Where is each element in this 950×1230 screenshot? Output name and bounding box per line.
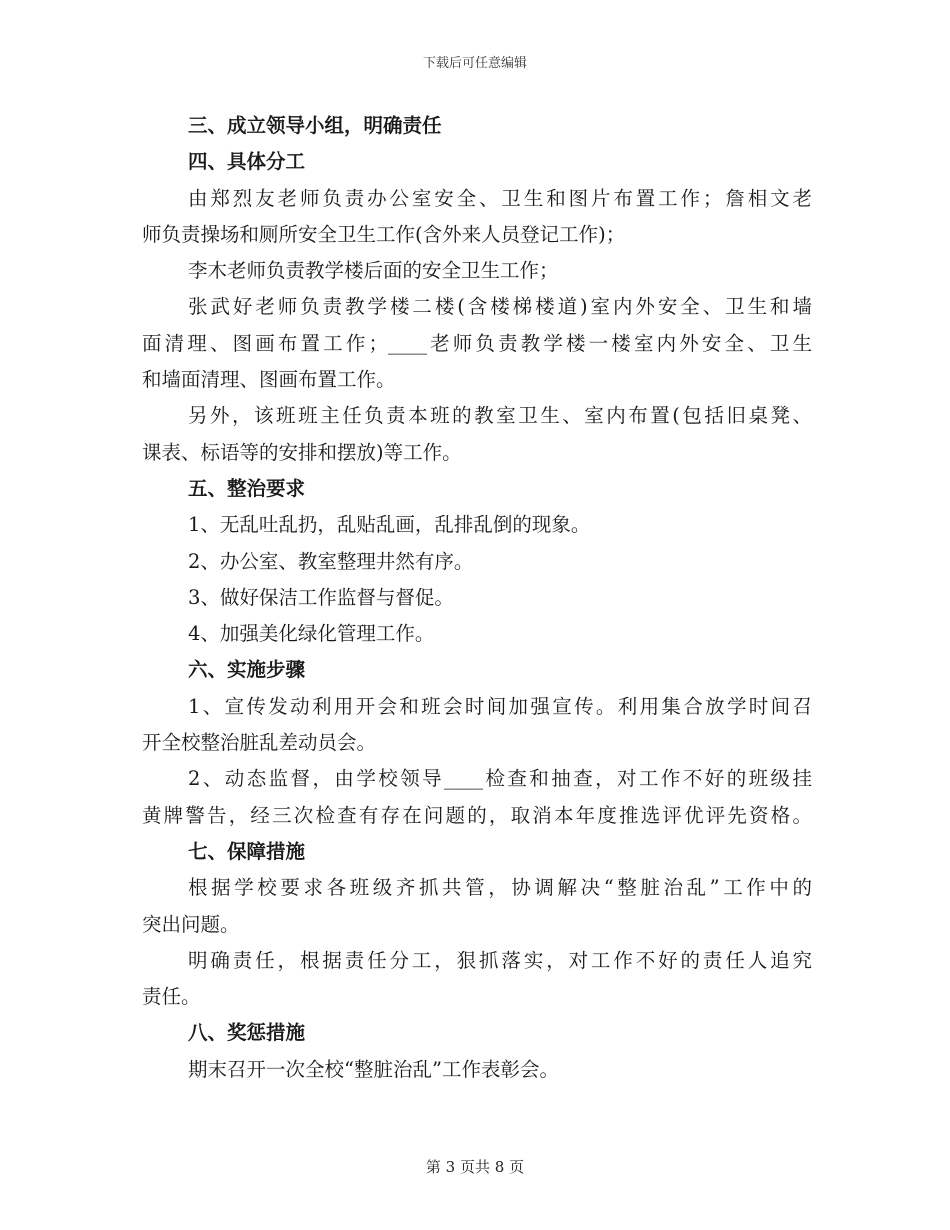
document-body: [142, 108, 812, 1088]
paragraph-line: 黄牌警告，经三次检查有存在问题的，取消本年度推选评优评先资格。: [142, 803, 812, 827]
paragraph-line: 明确责任，根据责任分工，狠抓落实，对工作不好的责任人追究: [188, 948, 812, 972]
list-item: 1、无乱吐乱扔，乱贴乱画，乱排乱倒的现象。: [188, 513, 591, 537]
section-heading: 八、奖惩措施: [188, 1021, 306, 1045]
section-heading: 四、具体分工: [188, 150, 306, 174]
paragraph-line: 师负责操场和厕所安全卫生工作(含外来人员登记工作)；: [142, 222, 626, 246]
list-item: 2、办公室、教室整理井然有序。: [188, 549, 474, 573]
paragraph-line: 开全校整治脏乱差动员会。: [142, 731, 377, 755]
paragraph-line: 责任。: [142, 985, 201, 1009]
paragraph-line: 张武好老师负责教学楼二楼(含楼梯楼道)室内外安全、卫生和墙: [188, 295, 812, 319]
page-footer: 第 3 页共 8 页: [425, 1158, 525, 1176]
paragraph-line: 另外，该班班主任负责本班的教室卫生、室内布置(包括旧桌凳、: [188, 404, 812, 428]
list-item: 4、加强美化绿化管理工作。: [188, 622, 435, 646]
paragraph-line: 和墙面清理、图画布置工作。: [142, 368, 396, 392]
section-heading: 六、实施步骤: [188, 658, 306, 682]
list-item: 1、宣传发动利用开会和班会时间加强宣传。利用集合放学时间召: [188, 694, 812, 718]
section-heading: 五、整治要求: [188, 476, 306, 500]
paragraph-line: 根据学校要求各班级齐抓共管，协调解决“整脏治乱”工作中的: [188, 876, 812, 900]
section-heading: 七、保障措施: [188, 839, 306, 863]
section-heading: 三、成立领导小组，明确责任: [188, 114, 442, 137]
paragraph-line: 面清理、图画布置工作；____老师负责教学楼一楼室内外安全、卫生: [142, 331, 812, 355]
paragraph-line: 期末召开一次全校“整脏治乱”工作表彰会。: [188, 1057, 559, 1081]
page-header: 下载后可任意编辑: [422, 56, 527, 71]
paragraph-line: 课表、标语等的安排和摆放)等工作。: [142, 440, 462, 464]
list-item: 3、做好保洁工作监督与督促。: [188, 585, 454, 609]
paragraph-line: 突出问题。: [142, 912, 240, 936]
paragraph-line: 李木老师负责教学楼后面的安全卫生工作；: [188, 259, 559, 283]
list-item: 2、动态监督，由学校领导____检查和抽查，对工作不好的班级挂: [188, 767, 812, 791]
paragraph-line: 由郑烈友老师负责办公室安全、卫生和图片布置工作；詹相文老: [188, 186, 812, 210]
